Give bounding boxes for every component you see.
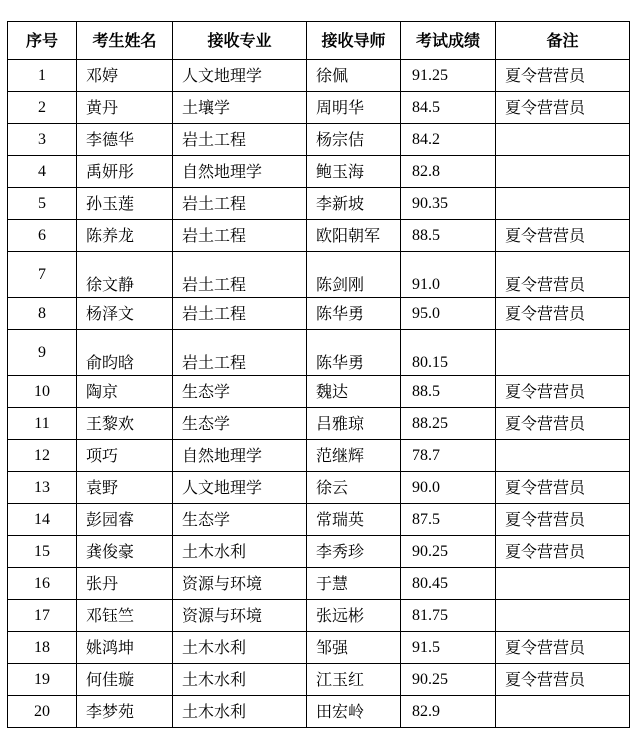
cell-major: 自然地理学 [173, 156, 307, 188]
cell-note [496, 124, 630, 156]
cell-score: 80.45 [401, 568, 496, 600]
cell-advisor: 徐云 [307, 472, 401, 504]
cell-note [496, 156, 630, 188]
cell-advisor: 张远彬 [307, 600, 401, 632]
cell-major: 岩土工程 [173, 220, 307, 252]
cell-name: 项巧 [77, 440, 173, 472]
cell-advisor: 李秀珍 [307, 536, 401, 568]
cell-name: 禹妍彤 [77, 156, 173, 188]
cell-name: 李德华 [77, 124, 173, 156]
cell-major: 资源与环境 [173, 600, 307, 632]
cell-advisor: 于慧 [307, 568, 401, 600]
cell-score: 78.7 [401, 440, 496, 472]
table-row [8, 220, 630, 252]
cell-note: 夏令营营员 [496, 252, 630, 298]
cell-major: 生态学 [173, 376, 307, 408]
cell-advisor: 鲍玉海 [307, 156, 401, 188]
cell-major: 人文地理学 [173, 472, 307, 504]
cell-name: 俞昀晗 [77, 330, 173, 376]
cell-major: 生态学 [173, 408, 307, 440]
cell-name: 龚俊豪 [77, 536, 173, 568]
admission-table [7, 21, 630, 728]
cell-note: 夏令营营员 [496, 298, 630, 330]
cell-advisor: 邹强 [307, 632, 401, 664]
cell-no: 2 [8, 92, 77, 124]
cell-score: 90.25 [401, 664, 496, 696]
cell-score: 88.25 [401, 408, 496, 440]
table-row [8, 156, 630, 188]
table-row [8, 376, 630, 408]
cell-advisor: 徐佩 [307, 60, 401, 92]
header-score: 考试成绩 [401, 22, 496, 60]
cell-note [496, 330, 630, 376]
cell-major: 自然地理学 [173, 440, 307, 472]
cell-score: 91.25 [401, 60, 496, 92]
cell-major: 土木水利 [173, 632, 307, 664]
cell-major: 岩土工程 [173, 188, 307, 220]
cell-major: 资源与环境 [173, 568, 307, 600]
cell-no: 19 [8, 664, 77, 696]
cell-major: 人文地理学 [173, 60, 307, 92]
cell-score: 90.25 [401, 536, 496, 568]
cell-note [496, 440, 630, 472]
cell-name: 王黎欢 [77, 408, 173, 440]
cell-note: 夏令营营员 [496, 92, 630, 124]
cell-score: 80.15 [401, 330, 496, 376]
cell-name: 邓钰竺 [77, 600, 173, 632]
cell-major: 土壤学 [173, 92, 307, 124]
cell-note [496, 568, 630, 600]
cell-major: 生态学 [173, 504, 307, 536]
header-row [8, 22, 630, 60]
cell-no: 11 [8, 408, 77, 440]
header-major: 接收专业 [173, 22, 307, 60]
table-row [8, 188, 630, 220]
cell-note [496, 600, 630, 632]
cell-score: 88.5 [401, 220, 496, 252]
cell-major: 土木水利 [173, 664, 307, 696]
cell-no: 20 [8, 696, 77, 728]
cell-score: 82.9 [401, 696, 496, 728]
cell-note: 夏令营营员 [496, 664, 630, 696]
cell-advisor: 吕雅琼 [307, 408, 401, 440]
cell-no: 13 [8, 472, 77, 504]
cell-note: 夏令营营员 [496, 220, 630, 252]
table-row [8, 298, 630, 330]
cell-major: 土木水利 [173, 536, 307, 568]
cell-name: 黄丹 [77, 92, 173, 124]
table-row [8, 504, 630, 536]
admission-table-container [7, 21, 630, 728]
cell-name: 袁野 [77, 472, 173, 504]
cell-name: 徐文静 [77, 252, 173, 298]
cell-advisor: 江玉红 [307, 664, 401, 696]
cell-no: 1 [8, 60, 77, 92]
table-row [8, 330, 630, 376]
cell-score: 81.75 [401, 600, 496, 632]
header-no: 序号 [8, 22, 77, 60]
table-row [8, 664, 630, 696]
cell-score: 90.0 [401, 472, 496, 504]
cell-name: 孙玉莲 [77, 188, 173, 220]
cell-no: 15 [8, 536, 77, 568]
cell-no: 18 [8, 632, 77, 664]
cell-name: 彭园睿 [77, 504, 173, 536]
cell-score: 91.5 [401, 632, 496, 664]
cell-major: 岩土工程 [173, 298, 307, 330]
table-row [8, 92, 630, 124]
cell-advisor: 魏达 [307, 376, 401, 408]
table-row [8, 408, 630, 440]
cell-note: 夏令营营员 [496, 60, 630, 92]
table-row [8, 252, 630, 298]
cell-no: 12 [8, 440, 77, 472]
header-note: 备注 [496, 22, 630, 60]
cell-note [496, 696, 630, 728]
cell-advisor: 李新坡 [307, 188, 401, 220]
cell-advisor: 陈华勇 [307, 330, 401, 376]
cell-no: 3 [8, 124, 77, 156]
cell-major: 土木水利 [173, 696, 307, 728]
cell-score: 91.0 [401, 252, 496, 298]
cell-score: 95.0 [401, 298, 496, 330]
cell-major: 岩土工程 [173, 124, 307, 156]
cell-no: 4 [8, 156, 77, 188]
cell-score: 82.8 [401, 156, 496, 188]
table-row [8, 472, 630, 504]
cell-score: 84.5 [401, 92, 496, 124]
table-row [8, 536, 630, 568]
cell-major: 岩土工程 [173, 330, 307, 376]
cell-no: 5 [8, 188, 77, 220]
header-name: 考生姓名 [77, 22, 173, 60]
cell-no: 17 [8, 600, 77, 632]
header-advisor: 接收导师 [307, 22, 401, 60]
table-body [8, 60, 630, 728]
cell-note [496, 188, 630, 220]
cell-score: 90.35 [401, 188, 496, 220]
cell-name: 邓婷 [77, 60, 173, 92]
cell-no: 7 [8, 252, 77, 298]
cell-advisor: 陈剑刚 [307, 252, 401, 298]
cell-no: 8 [8, 298, 77, 330]
cell-name: 姚鸿坤 [77, 632, 173, 664]
cell-name: 陶京 [77, 376, 173, 408]
cell-no: 16 [8, 568, 77, 600]
cell-score: 88.5 [401, 376, 496, 408]
cell-note: 夏令营营员 [496, 472, 630, 504]
cell-name: 张丹 [77, 568, 173, 600]
table-row [8, 600, 630, 632]
table-row [8, 632, 630, 664]
cell-no: 6 [8, 220, 77, 252]
cell-advisor: 陈华勇 [307, 298, 401, 330]
cell-note: 夏令营营员 [496, 536, 630, 568]
cell-note: 夏令营营员 [496, 408, 630, 440]
cell-no: 10 [8, 376, 77, 408]
cell-score: 84.2 [401, 124, 496, 156]
cell-advisor: 周明华 [307, 92, 401, 124]
cell-advisor: 田宏岭 [307, 696, 401, 728]
cell-no: 9 [8, 330, 77, 376]
cell-no: 14 [8, 504, 77, 536]
cell-note: 夏令营营员 [496, 632, 630, 664]
cell-advisor: 范继辉 [307, 440, 401, 472]
cell-advisor: 常瑞英 [307, 504, 401, 536]
cell-advisor: 欧阳朝军 [307, 220, 401, 252]
table-row [8, 124, 630, 156]
cell-score: 87.5 [401, 504, 496, 536]
table-row [8, 696, 630, 728]
cell-name: 何佳璇 [77, 664, 173, 696]
cell-name: 杨泽文 [77, 298, 173, 330]
cell-note: 夏令营营员 [496, 504, 630, 536]
cell-name: 陈养龙 [77, 220, 173, 252]
cell-note: 夏令营营员 [496, 376, 630, 408]
table-row [8, 568, 630, 600]
cell-major: 岩土工程 [173, 252, 307, 298]
cell-name: 李梦苑 [77, 696, 173, 728]
table-row [8, 60, 630, 92]
cell-advisor: 杨宗佶 [307, 124, 401, 156]
table-row [8, 440, 630, 472]
